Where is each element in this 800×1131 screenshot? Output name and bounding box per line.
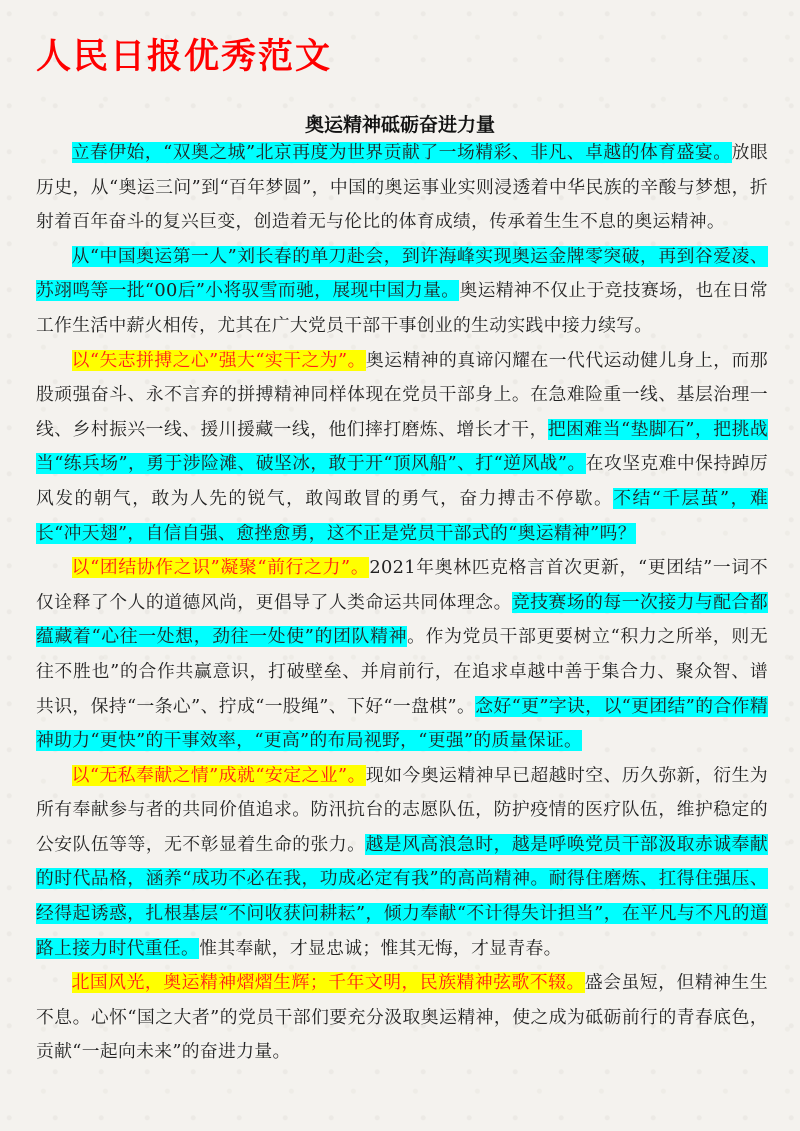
- paragraph-segment-highlight-yellow: 以“无私奉献之情”成就“安定之业”。: [71, 764, 366, 786]
- paragraph-segment-highlight-cyan: 把困难当“垫脚石”，把挑战当“练兵场”，勇于涉险滩、破坚冰，敢于开“顶风船”、打“逆风战”。: [36, 418, 768, 475]
- article-paragraph: [36, 551, 768, 759]
- article-paragraph: [36, 344, 768, 552]
- paragraph-segment-text: 2021年奥林匹克格言首次更新，“更团结”一词不仅诠释了个人的道德风尚，更倡导了人类命运共同体理念。: [36, 557, 768, 613]
- paragraph-segment-highlight-yellow: 北国风光，奥运精神熠熠生辉；千年文明，民族精神弦歌不辍。: [71, 972, 585, 994]
- paragraph-segment-highlight-cyan: 从“中国奥运第一人”刘长春的单刀赴会，到许海峰实现奥运金牌零突破，再到谷爱凌、苏翊鸣等一批“00后”小将驭雪而驰，展现中国力量。: [36, 245, 768, 302]
- paragraph-segment-text: 奥运精神不仅止于竞技赛场，也在日常工作生活中薪火相传，尤其在广大党员干部干事创业的生动实践中接力续写。: [36, 280, 768, 336]
- paragraph-segment-text: 惟其奉献，才显忠诚；惟其无悔，才显青春。: [199, 937, 562, 959]
- paragraph-segment-text: 放眼历史，从“奥运三问”到“百年梦圆”，中国的奥运事业实则浸透着中华民族的辛酸与梦想，折射着百年奋斗的复兴巨变，创造着无与伦比的体育成绩，传承着生生不息的奥运精神。: [36, 142, 769, 233]
- paragraph-segment-text: 在攻坚克难中保持踔厉风发的朝气，敢为人先的锐气，敢闯敢冒的勇气，奋力搏击不停歇。: [36, 453, 768, 509]
- page-header-title: 人民日报优秀范文: [36, 37, 333, 77]
- article-paragraph: [36, 240, 768, 344]
- paragraph-segment-highlight-yellow: 以“团结协作之识”凝聚“前行之力”。: [71, 557, 370, 579]
- paragraph-segment-text: 奥运精神的真谛闪耀在一代代运动健儿身上，而那股顽强奋斗、永不言弃的拼搏精神同样体现在党员干部身上。在急难险重一线、基层治理一线、乡村振兴一线、援川援藏一线，他们摔打磨炼、增长才干，: [36, 349, 768, 440]
- paragraph-segment-highlight-cyan: 越是风高浪急时，越是呼唤党员干部汲取赤诚奉献的时代品格，涵养“成功不必在我，功成必定有我”的高尚精神。耐得住磨炼、扛得住强压、经得起诱惑，扎根基层“不问收获问耕耘”，倾力奉献“不计得失计担当”，在平凡与不凡的道路上接力时代重任。: [36, 833, 768, 959]
- paragraph-segment-highlight-cyan: 立春伊始，“双奥之城”北京再度为世界贡献了一场精彩、非凡、卓越的体育盛宴。: [71, 142, 732, 163]
- article-paragraph: [36, 136, 768, 240]
- article-title: 奥运精神砥砺奋进力量: [304, 114, 495, 136]
- article-paragraph: [36, 759, 768, 967]
- paragraph-segment-highlight-yellow: 以“矢志拼搏之心”强大“实干之为”。: [71, 349, 366, 371]
- paragraph-segment-highlight-cyan: 竞技赛场的每一次接力与配合都蕴藏着“心往一处想，劲往一处使”的团队精神: [36, 591, 768, 648]
- paragraph-segment-highlight-cyan: 不结“千层茧”，难长“冲天翅”，自信自强、愈挫愈勇，这不正是党员干部式的“奥运精神”吗？: [36, 487, 768, 544]
- article-body: [36, 136, 768, 1070]
- paragraph-segment-text: 。作为党员干部更要树立“积力之所举，则无往不胜也”的合作共赢意识，打破壁垒、并肩前行，在追求卓越中善于集合力、聚众智、谱共识，保持“一条心”、拧成“一股绳”、下好“一盘棋”。: [36, 626, 769, 717]
- paragraph-segment-text: 盛会虽短，但精神生生不息。心怀“国之大者”的党员干部们要充分汲取奥运精神，使之成为砥砺前行的青春底色，贡献“一起向未来”的奋进力量。: [36, 972, 768, 1063]
- paragraph-segment-text: 现如今奥运精神早已超越时空、历久弥新，衍生为所有奉献参与者的共同价值追求。防汛抗台的志愿队伍，防护疫情的医疗队伍，维护稳定的公安队伍等等，无不彰显着生命的张力。: [36, 764, 768, 855]
- paragraph-segment-highlight-cyan: 念好“更”字诀，以“更团结”的合作精神助力“更快”的干事效率，“更高”的布局视野，“更强”的质量保证。: [36, 695, 768, 752]
- article-paragraph: [36, 966, 768, 1070]
